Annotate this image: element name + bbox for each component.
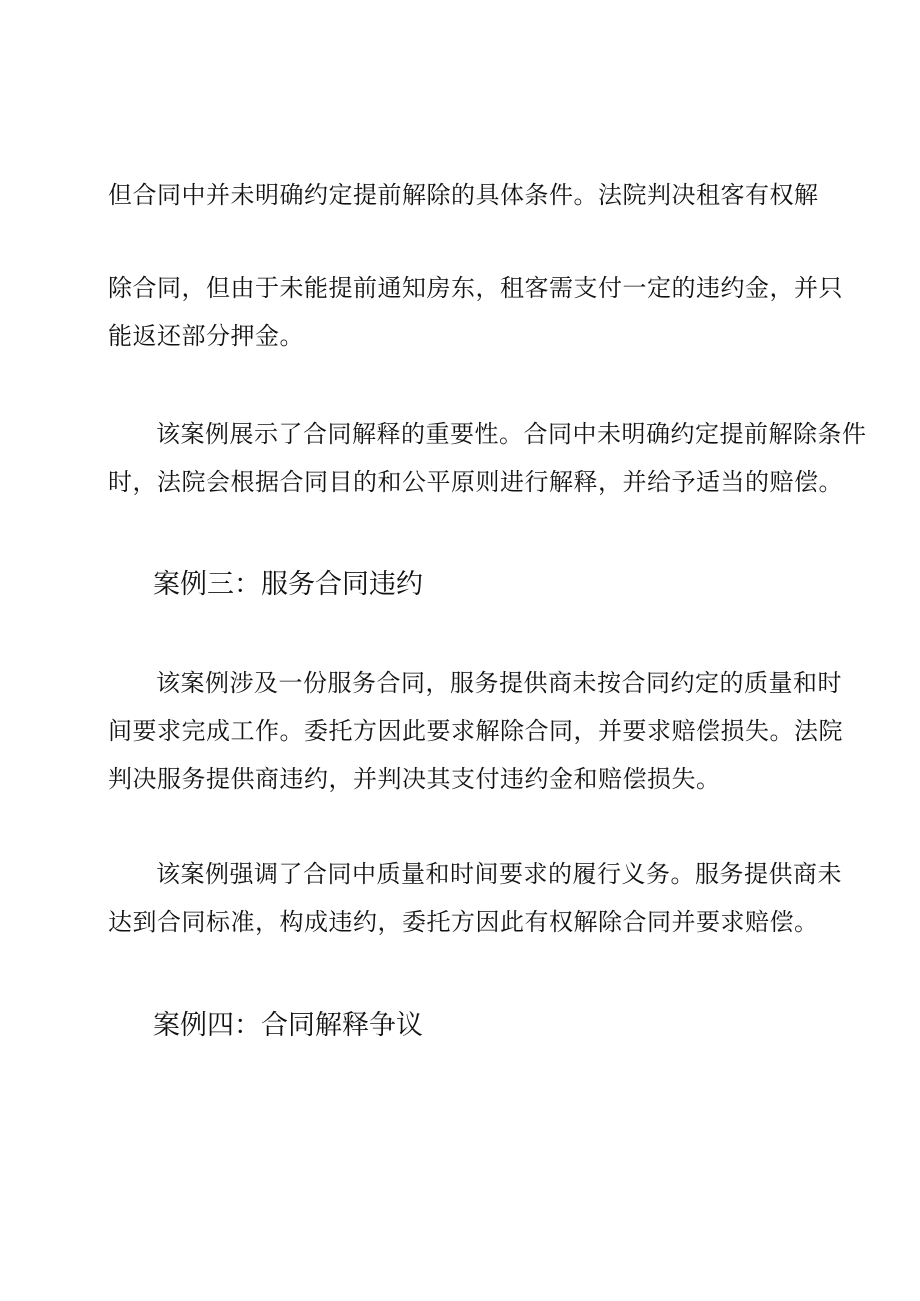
paragraph-line: 达到合同标准，构成违约，委托方因此有权解除合同并要求赔偿。 [108,908,819,936]
paragraph-line: 间要求完成工作。委托方因此要求解除合同，并要求赔偿损失。法院 [108,717,843,745]
section-heading: 案例四：合同解释争议 [153,1010,423,1041]
paragraph-line: 该案例展示了合同解释的重要性。合同中未明确约定提前解除条件 [156,420,867,448]
paragraph-line: 判决服务提供商违约，并判决其支付违约金和赔偿损失。 [108,765,721,793]
paragraph-line: 但合同中并未明确约定提前解除的具体条件。法院判决租客有权解 [108,181,819,209]
paragraph-line: 除合同，但由于未能提前通知房东，租客需支付一定的违约金，并只 [108,274,843,302]
section-heading: 案例三：服务合同违约 [153,569,423,600]
paragraph-line: 时，法院会根据合同目的和公平原则进行解释，并给予适当的赔偿。 [108,468,843,496]
paragraph-line: 能返还部分押金。 [108,322,304,350]
paragraph-line: 该案例涉及一份服务合同，服务提供商未按合同约定的质量和时 [156,669,842,697]
paragraph-line: 该案例强调了合同中质量和时间要求的履行义务。服务提供商未 [156,860,842,888]
